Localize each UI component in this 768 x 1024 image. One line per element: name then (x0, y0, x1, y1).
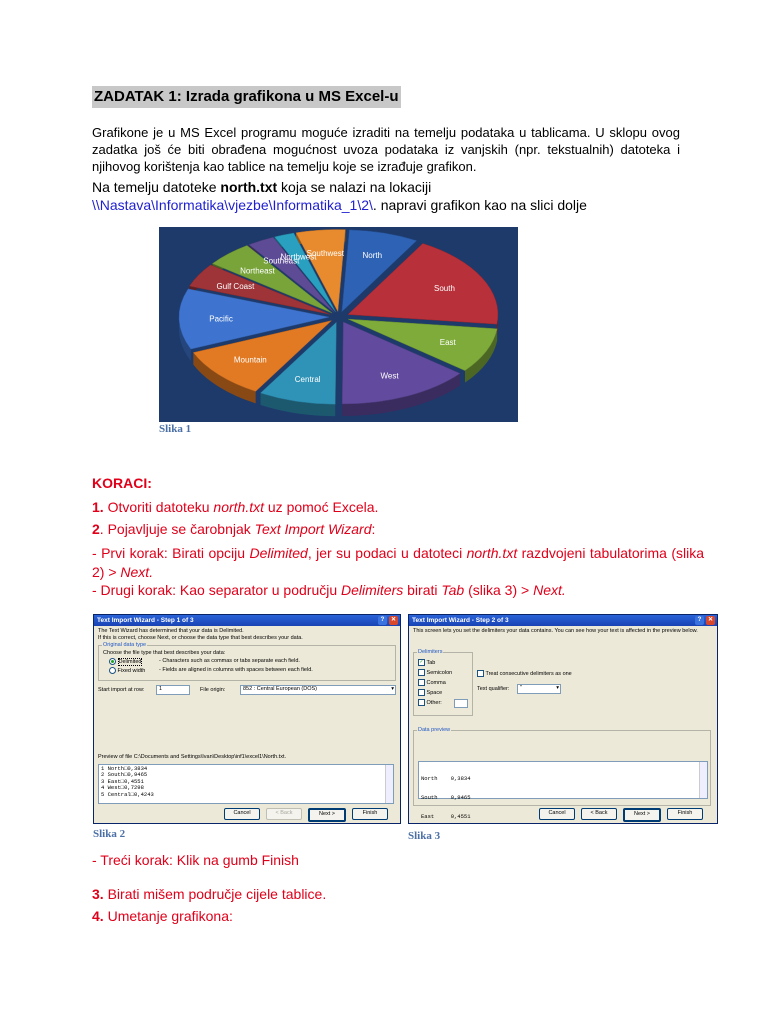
finish-button[interactable]: Finish (667, 808, 703, 820)
pie-label: Southeast (263, 256, 300, 266)
pie-label: Southwest (306, 248, 344, 258)
wizard2-titlebar: Text Import Wizard - Step 2 of 3 ? ✕ (409, 615, 717, 626)
preview-scrollbar[interactable] (699, 762, 707, 798)
preview-row: 5 Central□0,4243 (101, 790, 154, 798)
caption-slika-3: Slika 3 (408, 830, 441, 842)
comma-checkbox[interactable]: Comma (418, 679, 446, 687)
tab-checkbox[interactable]: ✓ Tab (419, 659, 436, 666)
pie-label: North (362, 251, 383, 261)
check-icon: ✓ (419, 659, 424, 665)
data-preview-group: Data preview North 0,3834 South 0,9465 East 0,4551 (413, 730, 711, 806)
back-button[interactable]: < Back (266, 808, 302, 820)
pie-label: East (439, 338, 456, 348)
help-icon[interactable]: ? (695, 616, 704, 625)
other-checkbox[interactable]: Other: (418, 699, 442, 707)
original-data-type-group: Original data type Choose the file type that best describes your data: Delimited - Characters such as commas or tabs separate each field. Fixed width - Fields are aligned in columns with spaces between each field. (98, 645, 396, 681)
next-button[interactable]: Next > (308, 808, 346, 822)
basis-paragraph: Na temelju datoteke north.txt koja se nalazi na lokaciji \\Nastava\Informatika\vjezbe\Informatika_1\2\. napravi grafikon kao na slici dolje (92, 179, 587, 213)
next-button[interactable]: Next > (623, 808, 661, 822)
pie-label: Northeast (240, 266, 275, 276)
file-name: north.txt (220, 179, 278, 195)
delimited-radio[interactable]: Delimited (109, 658, 142, 666)
wizard-step1-window: Text Import Wizard - Step 1 of 3 ? ✕ The Text Wizard has determined that your data is Delimited. If this is correct, choose Next, or choose the data type that best describes your data. Original data type Choose the file type that best describes your data: Delimited - Characters such as commas or tabs separate each field. Fixed width - Fields are aligned in columns with spaces between each field. Start import at row: 1 File origin: 852 : Central European (DOS) ▾ Preview of file C:\Documents and Settings\Ivan\Desktop\inf1\excel1\North.txt. 1 North□0,3834 2 South□0,9465 3 East□0,4551 4 West□0,7298 5 Central□0,4243 Cancel < Back Next > Finish (93, 614, 401, 824)
help-icon[interactable]: ? (378, 616, 387, 625)
preview-row: 3 East□0,4551 (101, 777, 144, 785)
koraci-heading: KORACI: (92, 475, 152, 491)
preview-scrollbar[interactable] (385, 765, 393, 803)
start-row-input[interactable]: 1 (156, 685, 190, 695)
intro-paragraph: Grafikone je u MS Excel programu moguće izraditi na temelju podataka u tablicama. U sklopu ovog zadatka još će biti obrađena mogućnost uvoza podataka iz vanjskih (npr. tekstualnih) datoteka i njihovog korištenja kao tablice na temelju koje se izrađuje grafikon. (92, 125, 680, 174)
close-icon[interactable]: ✕ (707, 617, 714, 623)
pie-label: Northwest (280, 252, 317, 262)
radio-icon (109, 658, 116, 665)
pie-chart-svg (159, 227, 518, 422)
other-input[interactable] (454, 699, 468, 708)
preview-row: 1 North□0,3834 (101, 765, 148, 772)
step-4: 4. Umetanje grafikona: (92, 908, 233, 924)
text-qualifier-select[interactable]: " ▾ (517, 684, 561, 694)
chevron-down-icon: ▾ (556, 685, 559, 691)
close-icon[interactable]: ✕ (390, 617, 397, 623)
substep-3: - Treći korak: Klik na gumb Finish (92, 852, 299, 868)
cancel-button[interactable]: Cancel (224, 808, 260, 820)
pie-label: Central (294, 375, 321, 385)
step-3: 3. Birati mišem područje cijele tablice. (92, 886, 327, 902)
preview-row: East 0,4551 (421, 813, 471, 821)
substep-2: - Drugi korak: Kao separator u području Delimiters birati Tab (slika 3) > Next. (92, 582, 566, 598)
chevron-down-icon: ▾ (391, 686, 394, 692)
space-checkbox[interactable]: Space (418, 689, 442, 697)
file-path-link[interactable]: \\Nastava\Informatika\vjezbe\Informatika_1\2\ (92, 197, 373, 213)
file-preview[interactable] (98, 764, 394, 804)
file-origin-select[interactable]: 852 : Central European (DOS) ▾ (240, 685, 396, 695)
pie-label: South (434, 284, 455, 294)
step-1: 1. Otvoriti datoteku north.txt uz pomoć Excela. (92, 499, 379, 515)
preview-row: South 0,9465 (421, 794, 471, 802)
consecutive-checkbox[interactable]: Treat consecutive delimiters as one (477, 670, 572, 678)
preview-row: 2 South□0,9465 (101, 771, 148, 779)
pie-label: West (380, 371, 399, 381)
substep-1: - Prvi korak: Birati opciju Delimited, jer su podaci u datoteci north.txt razdvojeni tabulatorima (slika 2) > Next. (92, 545, 704, 580)
cancel-button[interactable]: Cancel (539, 808, 575, 820)
radio-icon (109, 667, 116, 674)
preview-row: North 0,3834 (421, 774, 471, 782)
fixed-width-radio[interactable]: Fixed width (109, 667, 145, 675)
pie-label: Gulf Coast (216, 282, 255, 292)
wizard1-titlebar: Text Import Wizard - Step 1 of 3 ? ✕ (94, 615, 400, 626)
finish-button[interactable]: Finish (352, 808, 388, 820)
wizard-step2-window: Text Import Wizard - Step 2 of 3 ? ✕ This screen lets you set the delimiters your data contains. You can see how your text is affected in the preview below. Delimiters ✓ Tab Semicolon Comma Space Other: Treat consecutive delimiters as one Text qualifier: " ▾ Data preview North 0,3834 South 0,9465 East 0,4551 Cancel < Back Next > Finish (408, 614, 718, 824)
pie-chart (159, 227, 518, 422)
delimiters-group: Delimiters ✓ Tab Semicolon Comma Space Other: (413, 652, 473, 716)
preview-row: 4 West□0,7298 (101, 784, 144, 792)
caption-slika-1: Slika 1 (159, 423, 192, 435)
step-2: 2. Pojavljuje se čarobnjak Text Import Wizard: (92, 521, 376, 537)
back-button[interactable]: < Back (581, 808, 617, 820)
pie-label: Mountain (233, 355, 267, 365)
caption-slika-2: Slika 2 (93, 828, 126, 840)
page-title: ZADATAK 1: Izrada grafikona u MS Excel-u (92, 86, 401, 108)
semicolon-checkbox[interactable]: Semicolon (418, 669, 452, 677)
pie-label: Pacific (209, 314, 233, 324)
